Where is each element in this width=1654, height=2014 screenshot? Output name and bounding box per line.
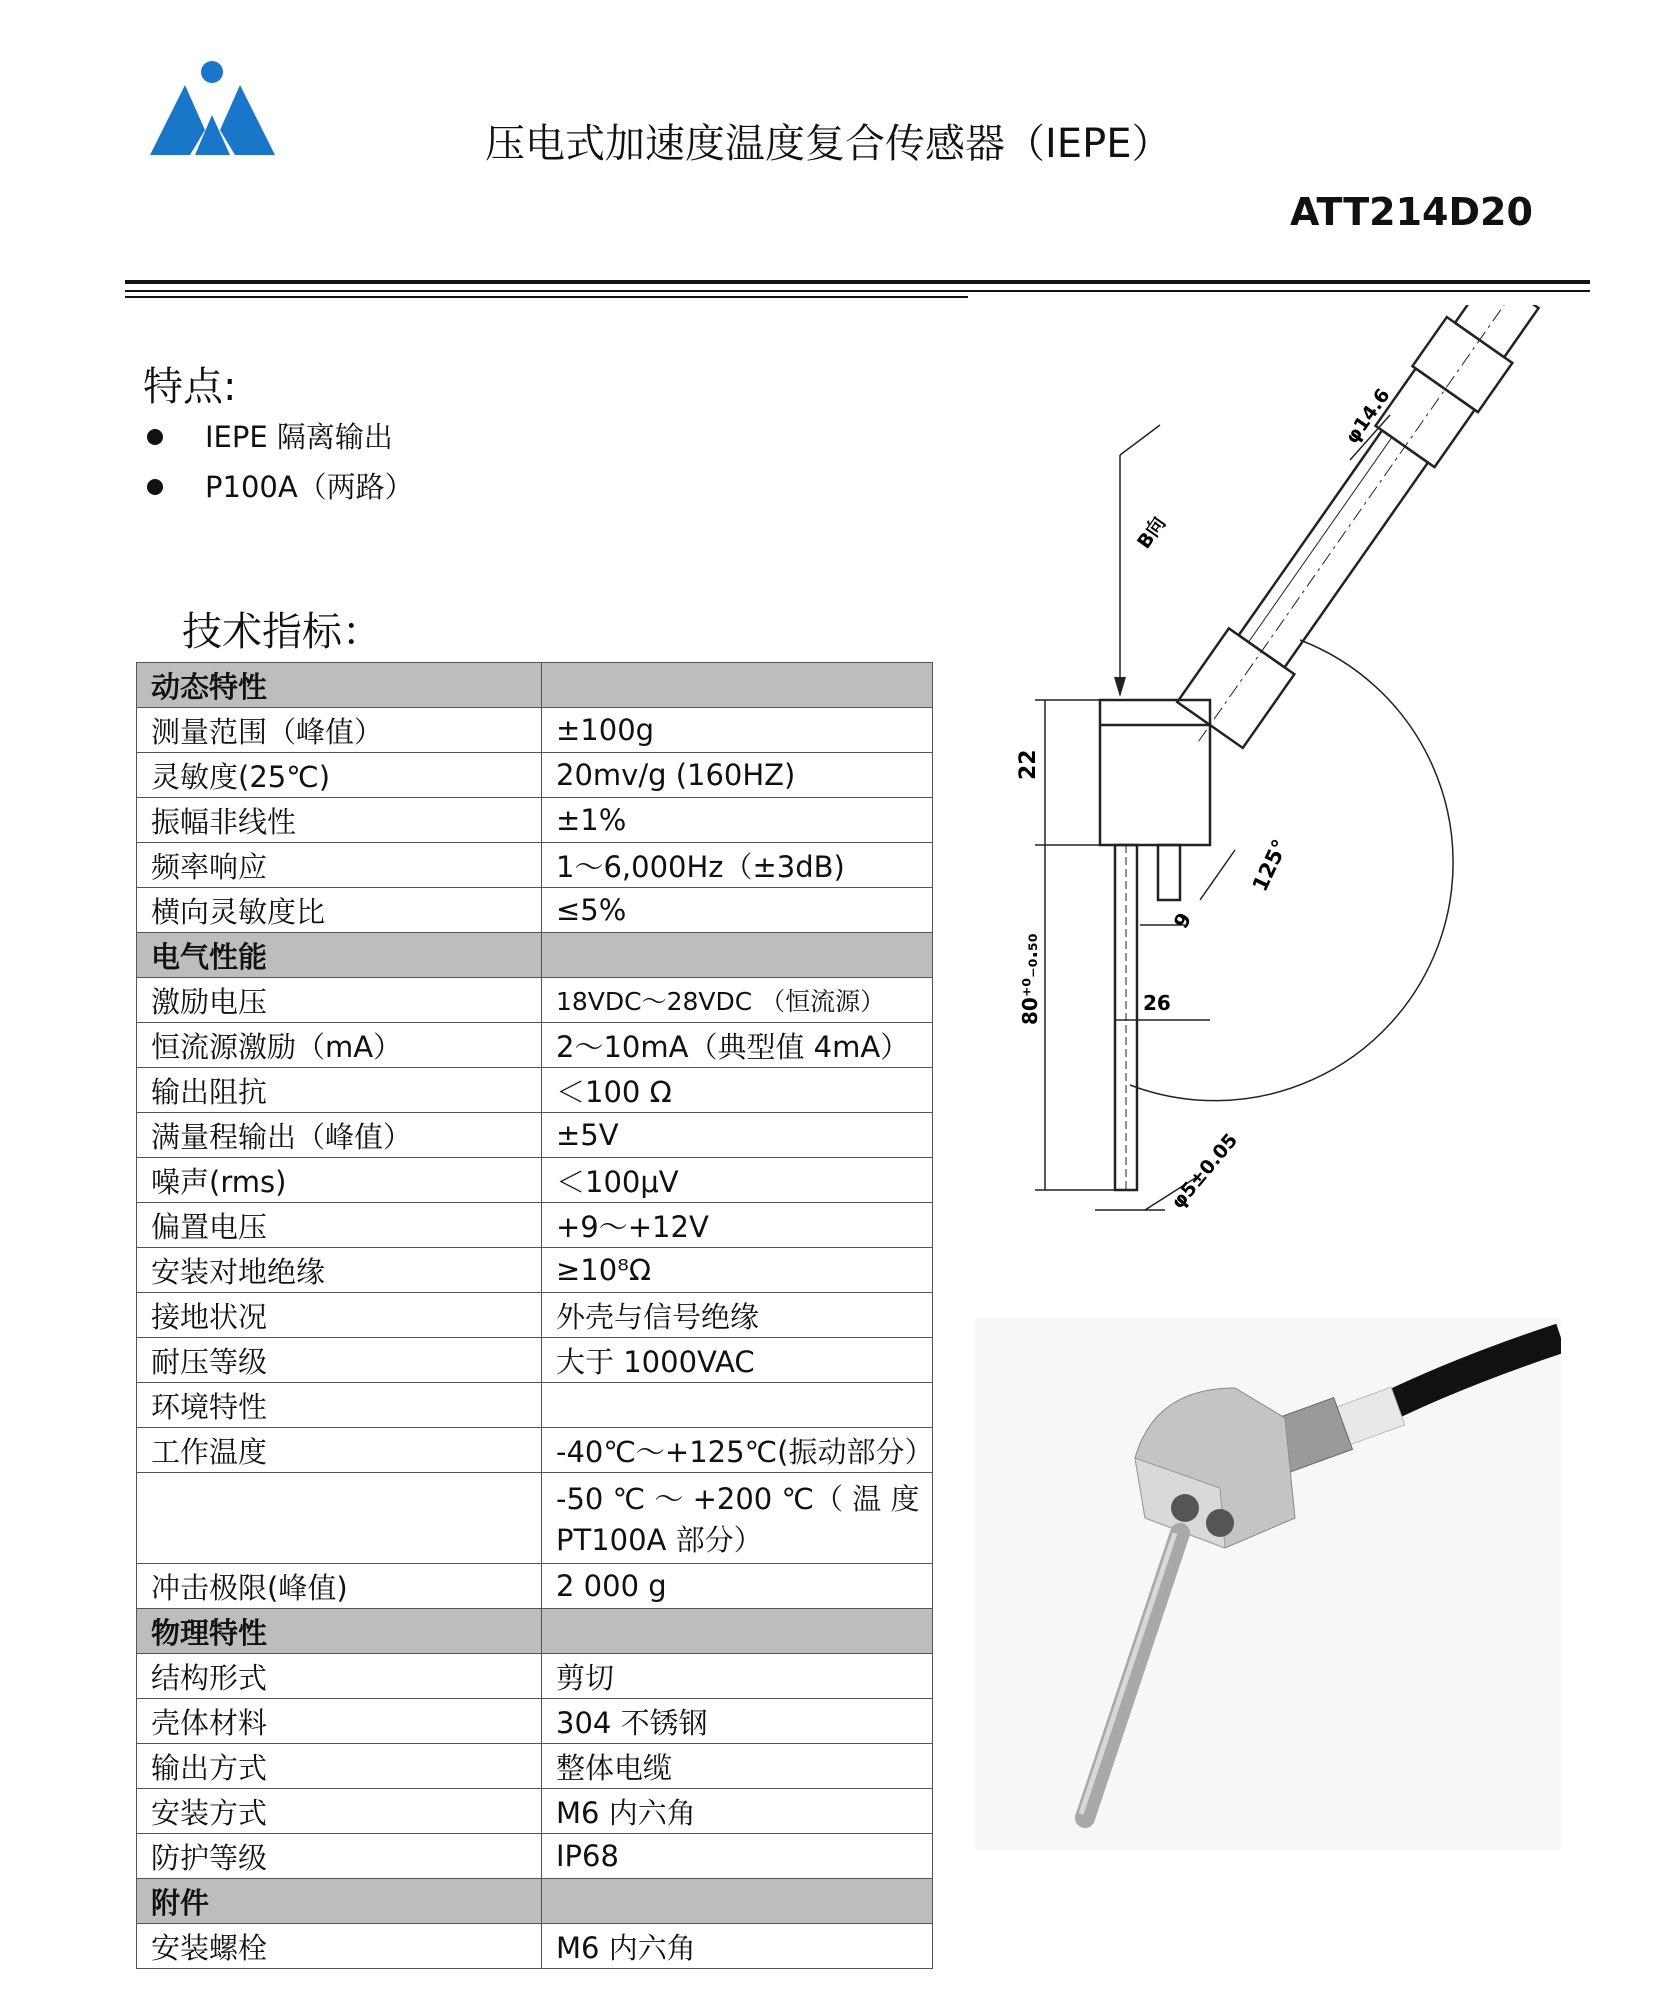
section-row: 电气性能 xyxy=(137,933,933,978)
table-row: 恒流源激励（mA） 2～10mA（典型值 4mA） xyxy=(137,1023,933,1068)
angle-label: 125° xyxy=(1247,835,1293,896)
table-row: 壳体材料 304 不锈钢 xyxy=(137,1699,933,1744)
table-row: 结构形式 剪切 xyxy=(137,1654,933,1699)
section-row: 动态特性 xyxy=(137,663,933,708)
table-row: 满量程输出（峰值） ±5V xyxy=(137,1113,933,1158)
header-divider-thin xyxy=(125,290,1590,292)
features-heading: 特点: xyxy=(143,364,237,410)
bullet-icon xyxy=(147,479,163,495)
model-number: ATT214D20 xyxy=(1290,190,1533,234)
header-divider xyxy=(125,280,1590,284)
table-row: 工作温度 -40℃～+125℃(振动部分） xyxy=(137,1428,933,1473)
probe-diameter-label: φ5±0.05 xyxy=(1166,1129,1243,1214)
header-divider-short xyxy=(125,296,968,298)
view-direction-label: B向 xyxy=(1133,512,1171,553)
technical-drawing xyxy=(995,305,1625,1215)
feature-item: P100A（两路） xyxy=(145,462,414,512)
dim-26-label: 26 xyxy=(1143,991,1171,1015)
company-logo xyxy=(150,60,275,160)
table-row: 耐压等级 大于 1000VAC xyxy=(137,1338,933,1383)
feature-item: IEPE 隔离输出 xyxy=(145,412,414,462)
features-list xyxy=(145,412,414,512)
table-row: 横向灵敏度比 ≤5% xyxy=(137,888,933,933)
table-row: 偏置电压 +9～+12V xyxy=(137,1203,933,1248)
length-label: 80⁺⁰₋₀.₅₀ xyxy=(1018,933,1042,1025)
dim-9-label: 9 xyxy=(1168,908,1197,933)
dim-22-label: 22 xyxy=(1016,749,1041,780)
spec-table xyxy=(136,662,933,1969)
table-row: 灵敏度(25℃) 20mv/g (160HZ) xyxy=(137,753,933,798)
page-title: 压电式加速度温度复合传感器（IEPE） xyxy=(485,121,1172,167)
table-row: 输出阻抗 ＜100 Ω xyxy=(137,1068,933,1113)
table-row: -50 ℃ ～ +200 ℃（ 温 度 PT100A 部分） xyxy=(137,1473,933,1564)
table-row: 冲击极限(峰值) 2 000 g xyxy=(137,1564,933,1609)
table-row: 测量范围（峰值） ±100g xyxy=(137,708,933,753)
table-row: 噪声(rms) ＜100μV xyxy=(137,1158,933,1203)
table-row: 频率响应 1～6,000Hz（±3dB) xyxy=(137,843,933,888)
table-row: 安装螺栓 M6 内六角 xyxy=(137,1924,933,1969)
product-photo xyxy=(975,1318,1561,1850)
table-row: 环境特性 xyxy=(137,1383,933,1428)
section-row: 附件 xyxy=(137,1879,933,1924)
table-row: 安装对地绝缘 ≥10⁸Ω xyxy=(137,1248,933,1293)
specs-heading: 技术指标： xyxy=(182,609,382,655)
table-row: 振幅非线性 ±1% xyxy=(137,798,933,843)
table-row: 激励电压 18VDC～28VDC （恒流源） xyxy=(137,978,933,1023)
bullet-icon xyxy=(147,429,163,445)
cable-diameter-label: φ14.6 xyxy=(1341,384,1395,448)
table-row: 安装方式 M6 内六角 xyxy=(137,1789,933,1834)
table-row: 输出方式 整体电缆 xyxy=(137,1744,933,1789)
table-row: 防护等级 IP68 xyxy=(137,1834,933,1879)
section-row: 物理特性 xyxy=(137,1609,933,1654)
table-row: 接地状况 外壳与信号绝缘 xyxy=(137,1293,933,1338)
